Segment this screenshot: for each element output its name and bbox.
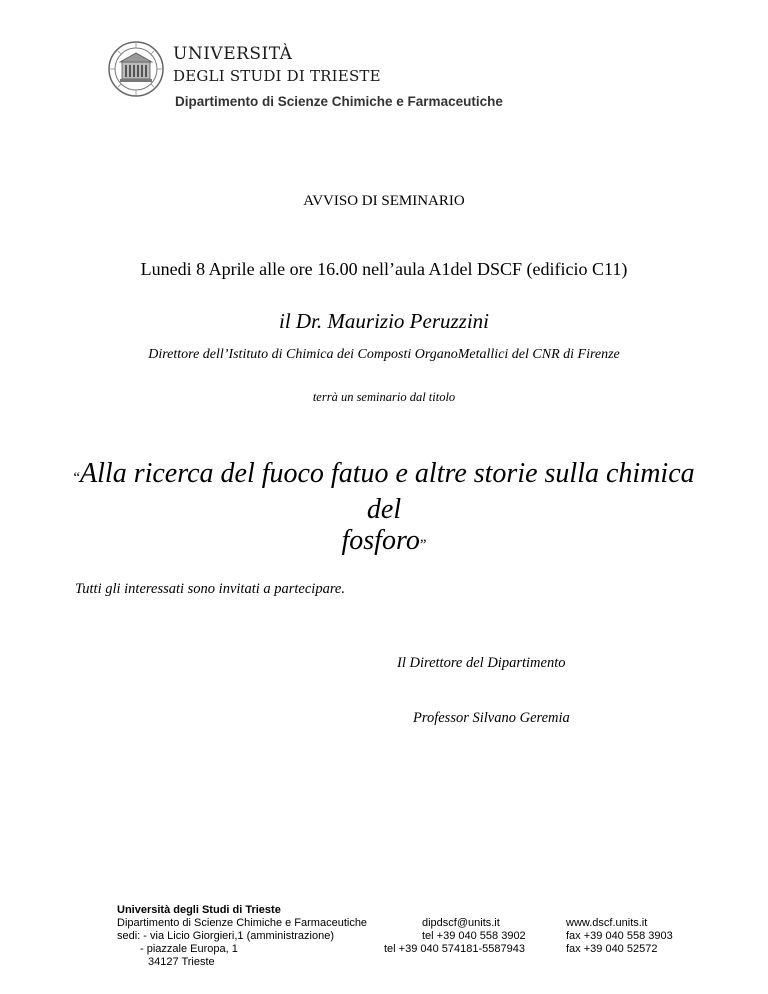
footer-email-link[interactable]: dipdscf@units.it (422, 917, 500, 929)
footer-fax-1: fax +39 040 558 3903 (566, 930, 673, 942)
director-role: Il Direttore del Dipartimento (397, 655, 566, 671)
title-line-1: Alla ricerca del fuoco fatuo e altre storie sulla chimica del (80, 458, 695, 525)
invitation-text: Tutti gli interessati sono invitati a partecipare. (75, 581, 345, 597)
footer-city: 34127 Trieste (148, 956, 215, 968)
speaker-name: il Dr. Maurizio Peruzzini (278, 309, 490, 333)
footer-tel-2: tel +39 040 574181-5587943 (384, 943, 525, 955)
footer-university: Università degli Studi di Trieste (117, 904, 281, 916)
department-name: Dipartimento di Scienze Chimiche e Farmaceutiche (175, 94, 503, 109)
footer-address-1: sedi: - via Licio Giorgieri,1 (amministrazione) (117, 930, 335, 942)
title-close-quote: ” (419, 537, 427, 553)
footer-tel-1: tel +39 040 558 3902 (422, 930, 526, 942)
speaker-role: Direttore dell’Istituto di Chimica dei Composti OrganoMetallici del CNR di Firenze (148, 347, 620, 362)
footer-website-link[interactable]: www.dscf.units.it (566, 917, 648, 929)
footer-address-2: - piazzale Europa, 1 (140, 943, 238, 955)
title-line-2: fosforo (341, 525, 420, 556)
university-subtitle: DEGLI STUDI DI TRIESTE (173, 67, 381, 85)
seminar-datetime: Lunedi 8 Aprile alle ore 16.00 nell’aula A1del DSCF (edificio C11) (140, 259, 628, 279)
university-name: UNIVERSITÀ (173, 44, 293, 64)
footer-fax-2: fax +39 040 52572 (566, 943, 658, 955)
university-seal-icon (107, 40, 165, 98)
footer-department: Dipartimento di Scienze Chimiche e Farmaceutiche (117, 917, 368, 929)
notice-heading: AVVISO DI SEMINARIO (303, 193, 465, 209)
seminar-intro: terrà un seminario dal titolo (312, 390, 456, 404)
title-open-quote: “ (73, 470, 81, 486)
director-name: Professor Silvano Geremia (413, 710, 570, 726)
seminar-title (60, 458, 708, 561)
